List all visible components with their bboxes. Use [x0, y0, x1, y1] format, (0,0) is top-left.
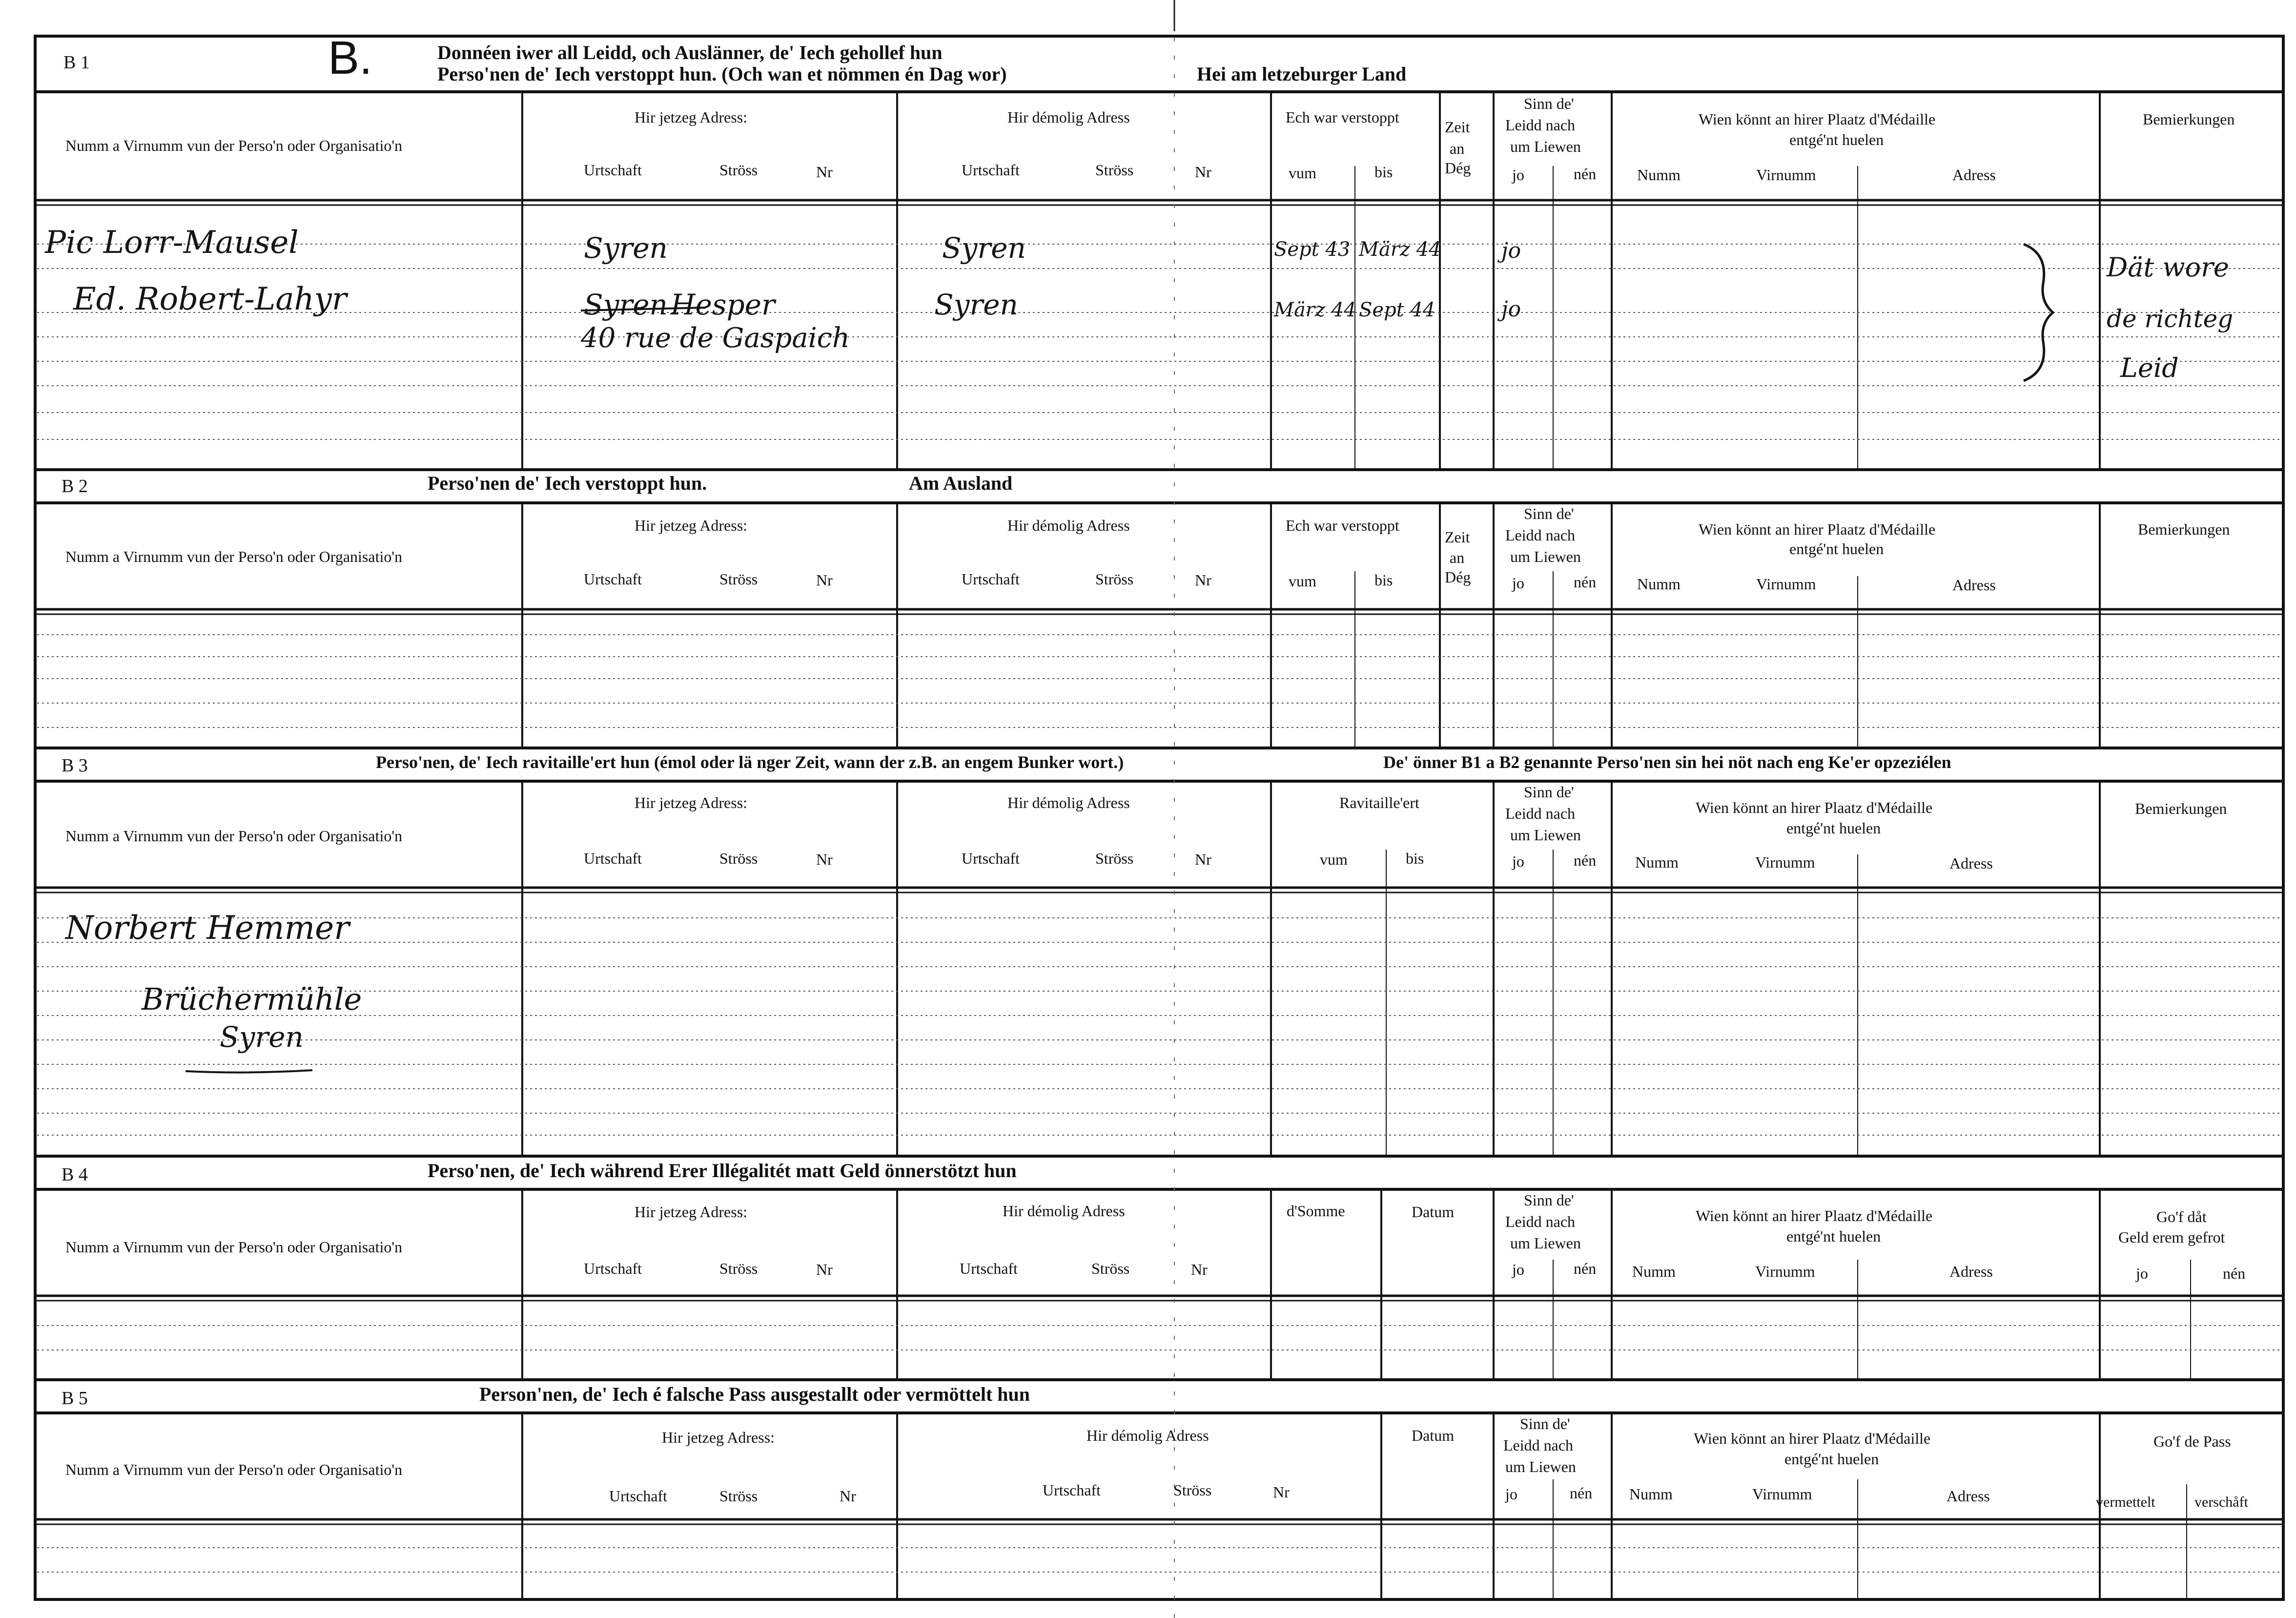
header-gift-no: nén	[2223, 1265, 2246, 1282]
header-to: bis	[1374, 571, 1393, 589]
header-name: Numm a Virnumm vun der Perso'n oder Organisatio'n	[65, 827, 403, 845]
header-time-line1: Zeit	[1445, 528, 1470, 546]
handwritten-place: Brüchermühle	[142, 981, 362, 1017]
header-alive-line2: Leidd nach	[1505, 805, 1576, 822]
header-gift-line2: Geld erem gefrot	[2118, 1228, 2225, 1246]
header-yes: jo	[1512, 166, 1524, 184]
header-no: nén	[1574, 851, 1597, 869]
header-town: Urtschaft	[962, 161, 1020, 179]
header-alive-line1: Sinn de'	[1520, 1415, 1570, 1432]
header-date: Datum	[1412, 1203, 1455, 1221]
header-town: Urtschaft	[584, 570, 642, 588]
header-nr: Nr	[1195, 163, 1211, 181]
section-title-right: Hei am letzeburger Land	[1197, 63, 1407, 85]
handwritten-date-to: März 44	[1359, 238, 1441, 261]
header-remarks: Bemierkungen	[2138, 520, 2230, 538]
section-code: B 1	[63, 52, 90, 73]
header-name: Numm a Virnumm vun der Perso'n oder Organisatio'n	[65, 548, 403, 565]
header-alive-line2: Leidd nach	[1505, 526, 1576, 544]
header-town: Urtschaft	[960, 1260, 1018, 1277]
section-title: Person'nen, de' Iech é falsche Pass ausgestallt oder vermöttelt hun	[479, 1383, 1030, 1405]
header-former-address: Hir démolig Adress	[1007, 794, 1130, 811]
header-current-address: Hir jetzeg Adress:	[662, 1429, 775, 1446]
header-medal-line2: entgé'nt huelen	[1786, 819, 1881, 837]
header-yes: jo	[1505, 1485, 1517, 1503]
header-sum: d'Somme	[1287, 1202, 1345, 1220]
header-name: Numm a Virnumm vun der Perso'n oder Organisatio'n	[65, 1238, 403, 1256]
header-current-address: Hir jetzeg Adress:	[635, 517, 748, 534]
header-firstname: Virnumm	[1756, 166, 1816, 184]
handwritten-town: Syren	[220, 1020, 304, 1054]
header-address: Adress	[1952, 166, 1996, 184]
header-no: nén	[1574, 165, 1597, 183]
header-yes: jo	[1512, 574, 1524, 592]
header-time-line3: Dég	[1445, 159, 1471, 177]
handwritten-yes: jo	[1501, 238, 1521, 263]
header-town: Urtschaft	[584, 161, 642, 179]
header-nr: Nr	[1195, 850, 1211, 868]
header-pass: Go'f de Pass	[2153, 1432, 2231, 1450]
header-alive-line2: Leidd nach	[1505, 116, 1576, 134]
header-from: vum	[1289, 164, 1316, 182]
header-address: Adress	[1947, 1487, 1990, 1505]
section-title-line2: Perso'nen de' Iech verstoppt hun. (Och wan et nömmen én Dag wor)	[437, 63, 1007, 85]
header-medal-line2: entgé'nt huelen	[1789, 131, 1884, 148]
header-nr: Nr	[816, 571, 833, 589]
header-street: Ströss	[1091, 1260, 1130, 1277]
header-medal-line2: entgé'nt huelen	[1789, 540, 1884, 558]
handwritten-yes: jo	[1501, 297, 1521, 322]
header-street: Ströss	[1173, 1481, 1212, 1499]
header-yes: jo	[1512, 852, 1524, 870]
header-name: Numm a Virnumm vun der Perso'n oder Organisatio'n	[65, 137, 403, 154]
header-former-address: Hir démolig Adress	[1003, 1202, 1125, 1220]
header-nr: Nr	[1191, 1261, 1208, 1278]
header-alive-line1: Sinn de'	[1524, 1191, 1574, 1209]
header-alive-line1: Sinn de'	[1524, 95, 1574, 112]
header-to: bis	[1406, 850, 1424, 867]
header-nr: Nr	[840, 1487, 856, 1505]
section-code: B 5	[62, 1388, 88, 1409]
header-address: Adress	[1949, 1263, 1993, 1280]
handwritten-town: Hesper	[671, 288, 775, 321]
section-title-line1: Donnéen iwer all Leidd, och Auslänner, de' Iech gehollef hun	[437, 41, 943, 63]
header-time-line1: Zeit	[1445, 118, 1470, 136]
header-from: vum	[1289, 572, 1316, 590]
header-surname: Numm	[1635, 853, 1679, 871]
header-no: nén	[1574, 1260, 1597, 1277]
handwritten-name: Ed. Robert-Lahyr	[73, 281, 347, 317]
header-current-address: Hir jetzeg Adress:	[635, 794, 748, 811]
header-street: Ströss	[719, 161, 758, 179]
header-medal-line2: entgé'nt huelen	[1786, 1227, 1881, 1245]
handwritten-date-from: Sept 43	[1274, 238, 1351, 261]
header-surname: Numm	[1637, 166, 1681, 184]
header-date: Datum	[1412, 1427, 1455, 1444]
section-big-letter: B.	[328, 32, 372, 84]
section-code: B 4	[62, 1164, 88, 1185]
header-town: Urtschaft	[584, 1260, 642, 1277]
header-to: bis	[1374, 163, 1393, 181]
header-nr: Nr	[1273, 1483, 1290, 1501]
header-pass-issued: verschåft	[2194, 1494, 2248, 1510]
header-medal-line1: Wien könnt an hirer Plaatz d'Médaille	[1696, 1207, 1933, 1224]
header-supplied: Ravitaille'ert	[1339, 794, 1419, 811]
header-hidden: Ech war verstoppt	[1286, 108, 1399, 126]
header-street: Ströss	[1095, 570, 1134, 588]
header-hidden: Ech war verstoppt	[1286, 517, 1399, 534]
header-alive-line3: um Liewen	[1510, 548, 1581, 565]
header-alive-line3: um Liewen	[1510, 138, 1581, 155]
header-surname: Numm	[1632, 1263, 1676, 1280]
section-code: B 2	[62, 476, 88, 497]
header-name: Numm a Virnumm vun der Perso'n oder Organisatio'n	[65, 1461, 403, 1478]
handwritten-remark: Dät wore	[2107, 252, 2229, 283]
header-town: Urtschaft	[609, 1487, 668, 1505]
header-firstname: Virnumm	[1756, 575, 1816, 593]
header-gift-yes: jo	[2136, 1265, 2148, 1282]
header-street: Ströss	[719, 570, 758, 588]
header-street: Ströss	[1095, 850, 1134, 867]
section-title: Perso'nen de' Iech verstoppt hun.	[428, 472, 707, 494]
handwritten-town: Syren	[934, 288, 1018, 321]
header-street: Ströss	[719, 1260, 758, 1277]
header-address: Adress	[1949, 854, 1993, 872]
header-nr: Nr	[816, 1261, 833, 1278]
header-no: nén	[1574, 573, 1597, 591]
header-town: Urtschaft	[1043, 1481, 1101, 1499]
header-town: Urtschaft	[962, 570, 1020, 588]
handwritten-address: 40 rue de Gaspaich	[581, 322, 850, 354]
header-alive-line2: Leidd nach	[1505, 1213, 1576, 1230]
handwritten-town: Syren	[584, 231, 668, 265]
header-pass-mediated: vermettelt	[2096, 1494, 2155, 1510]
handwritten-name: Norbert Hemmer	[65, 909, 349, 947]
header-street: Ströss	[719, 850, 758, 867]
header-nr: Nr	[816, 163, 833, 181]
header-medal-line1: Wien könnt an hirer Plaatz d'Médaille	[1696, 799, 1933, 816]
header-medal-line1: Wien könnt an hirer Plaatz d'Médaille	[1699, 110, 1936, 128]
header-former-address: Hir démolig Adress	[1086, 1427, 1209, 1444]
header-former-address: Hir démolig Adress	[1007, 517, 1130, 534]
header-address: Adress	[1952, 576, 1996, 594]
header-alive-line3: um Liewen	[1510, 826, 1581, 844]
header-gift-line1: Go'f dåt	[2156, 1208, 2207, 1225]
section-title: Perso'nen, de' Iech während Erer Illégalitét matt Geld önnerstötzt hun	[428, 1160, 1017, 1182]
handwritten-town: Syren	[942, 231, 1026, 265]
header-remarks: Bemierkungen	[2135, 800, 2227, 817]
header-alive-line1: Sinn de'	[1524, 783, 1574, 801]
header-alive-line2: Leidd nach	[1503, 1436, 1574, 1454]
header-surname: Numm	[1629, 1485, 1673, 1503]
header-town: Urtschaft	[584, 850, 642, 867]
header-time-line3: Dég	[1445, 568, 1471, 586]
header-alive-line3: um Liewen	[1510, 1234, 1581, 1252]
header-yes: jo	[1512, 1261, 1524, 1278]
header-nr: Nr	[1195, 571, 1211, 589]
header-town: Urtschaft	[962, 850, 1020, 867]
handwritten-remark: de richteg	[2107, 305, 2234, 333]
header-firstname: Virnumm	[1752, 1485, 1812, 1503]
header-medal-line2: entgé'nt huelen	[1784, 1450, 1879, 1468]
handwritten-date-from: März 44	[1274, 299, 1356, 321]
section-title-right: Am Ausland	[909, 472, 1013, 494]
header-former-address: Hir démolig Adress	[1007, 108, 1130, 126]
header-alive-line1: Sinn de'	[1524, 505, 1574, 522]
section-title: Perso'nen, de' Iech ravitaille'ert hun (émol oder lä nger Zeit, wann der z.B. an engem Bunker wort.)	[376, 752, 1124, 772]
header-firstname: Virnumm	[1755, 853, 1815, 871]
header-current-address: Hir jetzeg Adress:	[635, 108, 748, 126]
handwritten-remark: Leid	[2120, 353, 2179, 383]
section-code: B 3	[62, 755, 88, 776]
header-medal-line1: Wien könnt an hirer Plaatz d'Médaille	[1694, 1430, 1931, 1447]
header-medal-line1: Wien könnt an hirer Plaatz d'Médaille	[1699, 520, 1936, 538]
handwritten-underline	[185, 1070, 312, 1073]
header-nr: Nr	[816, 850, 833, 868]
header-alive-line3: um Liewen	[1505, 1458, 1576, 1475]
header-current-address: Hir jetzeg Adress:	[635, 1203, 748, 1221]
header-from: vum	[1320, 850, 1348, 868]
header-street: Ströss	[1095, 161, 1134, 179]
header-time-line2: an	[1450, 140, 1465, 157]
handwritten-date-to: Sept 44	[1359, 299, 1435, 321]
handwritten-name: Pic Lorr-Mausel	[45, 225, 299, 261]
section-title-right: De' önner B1 a B2 genannte Perso'nen sin hei nöt nach eng Ke'er opzeziélen	[1383, 752, 1951, 772]
header-time-line2: an	[1450, 549, 1465, 566]
header-surname: Numm	[1637, 575, 1681, 593]
header-street: Ströss	[719, 1487, 758, 1505]
header-firstname: Virnumm	[1755, 1263, 1815, 1280]
handwritten-struck-town: Syren	[584, 288, 668, 321]
header-remarks: Bemierkungen	[2143, 110, 2235, 128]
header-no: nén	[1570, 1484, 1593, 1502]
